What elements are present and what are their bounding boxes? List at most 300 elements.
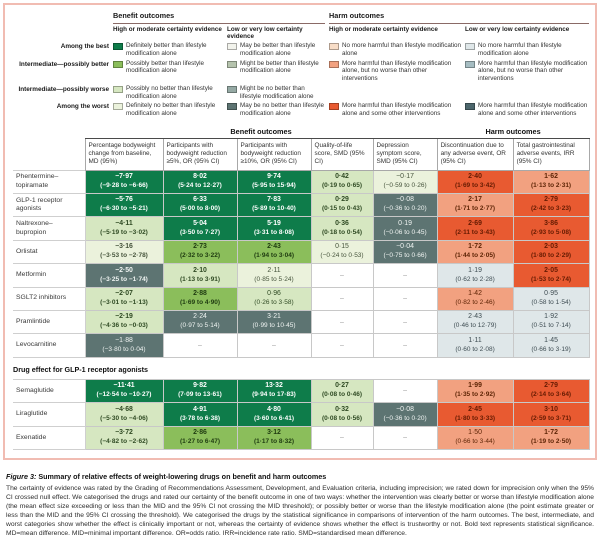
value-cell xyxy=(437,334,513,357)
cell-ci: (9·94 to 17·83) xyxy=(252,391,296,399)
cell-ci: (2·59 to 3·71) xyxy=(531,414,572,422)
legend-swatch xyxy=(329,61,339,68)
legend xyxy=(13,11,587,118)
value-cell xyxy=(437,310,513,333)
cell-value: 2·43 xyxy=(468,313,482,321)
drug-name: Liraglutide xyxy=(13,403,85,426)
cell-value: 13·32 xyxy=(265,382,283,390)
value-cell xyxy=(437,426,513,449)
legend-item xyxy=(465,42,589,57)
legend-item xyxy=(329,60,461,83)
legend-row-label: Among the worst xyxy=(56,103,109,111)
value-cell xyxy=(373,310,437,333)
table-row xyxy=(13,264,589,287)
cell-value: 0·42 xyxy=(335,173,349,180)
cell-ci: (1·53 to 2·74) xyxy=(531,275,572,283)
value-cell xyxy=(311,287,373,310)
value-cell xyxy=(237,264,311,287)
cell-ci: (3·78 to 6·38) xyxy=(179,414,221,422)
cell-value: −0·08 xyxy=(396,405,414,413)
cell-ci: (3·60 to 6·41) xyxy=(253,414,295,422)
cell-ci: (0·97 to 5·14) xyxy=(180,322,220,330)
legend-item-cell xyxy=(329,102,461,117)
empty-dash: – xyxy=(340,434,344,442)
value-cell xyxy=(373,287,437,310)
cell-ci: (1·13 to 3·91) xyxy=(179,275,221,283)
value-cell xyxy=(163,403,237,426)
glp-section-header: Drug effect for GLP-1 receptor agonists xyxy=(13,357,589,379)
value-cell xyxy=(237,379,311,402)
legend-title-row xyxy=(13,11,587,24)
value-cell xyxy=(311,310,373,333)
cell-ci: (−3·01 to −1·13) xyxy=(100,299,148,306)
figure-frame xyxy=(3,3,597,460)
legend-swatch xyxy=(465,61,475,68)
legend-item xyxy=(465,102,589,117)
value-cell xyxy=(373,264,437,287)
cell-ci: (0·85 to 5·24) xyxy=(254,275,294,283)
value-cell xyxy=(85,217,163,240)
cell-value: 2·10 xyxy=(193,266,207,274)
cell-ci: (2·42 to 3·23) xyxy=(531,205,572,213)
cell-ci: (−3·53 to −2·78) xyxy=(100,252,148,260)
cell-ci: (5·95 to 15·94) xyxy=(252,181,296,189)
cell-value: 4·80 xyxy=(267,405,281,413)
cell-value: 1·11 xyxy=(468,336,482,344)
value-cell xyxy=(513,310,589,333)
cell-ci: (−9·28 to −6·66) xyxy=(100,181,148,189)
cell-value: −3·72 xyxy=(115,429,133,437)
cell-value: 0·36 xyxy=(335,219,349,227)
legend-swatch xyxy=(113,43,123,50)
legend-subtitle-harm-high: High or moderate certainty evidence xyxy=(329,26,438,33)
column-header: Percentage bodyweight change from baseline, MD (95%) xyxy=(85,138,163,170)
value-cell xyxy=(311,334,373,357)
legend-item xyxy=(329,102,461,117)
caption-title: Summary of relative effects of weight-lowering drugs on benefit and harm outcomes xyxy=(36,471,327,481)
cell-value: −3·16 xyxy=(115,243,133,251)
value-cell xyxy=(437,217,513,240)
table-row xyxy=(13,403,589,426)
value-cell xyxy=(85,310,163,333)
cell-value: 1·45 xyxy=(544,336,558,344)
legend-subtitle-harm-low: Low or very low certainty evidence xyxy=(465,26,570,33)
legend-subtitle-row xyxy=(13,26,587,40)
value-cell xyxy=(237,193,311,216)
column-header: Depression symptom score, SMD (95% CI) xyxy=(373,138,437,170)
empty-dash: – xyxy=(272,342,276,349)
cell-ci: (0·66 to 3·19) xyxy=(531,345,571,353)
cell-ci: (5·00 to 8·00) xyxy=(179,205,221,213)
cell-ci: (−4·36 to −0·03) xyxy=(100,322,148,330)
drug-name: Naltrexone–bupropion xyxy=(13,217,85,240)
cell-ci: (1·44 to 2·05) xyxy=(455,252,496,260)
value-cell xyxy=(163,240,237,263)
legend-item-label: More harmful than lifestyle modification alone, but no worse than other interventions xyxy=(478,59,588,83)
cell-value: 1·62 xyxy=(544,173,558,180)
value-cell xyxy=(373,334,437,357)
empty-dash: – xyxy=(403,318,407,326)
legend-row-label: Intermediate—possibly better xyxy=(19,60,109,68)
cell-ci: (−0·36 to 0·20) xyxy=(383,414,427,422)
cell-ci: (−0·06 to 0·45) xyxy=(383,228,427,236)
cell-value: 3·10 xyxy=(544,405,558,413)
cell-value: 2·24 xyxy=(193,313,207,321)
column-header: Participants with bodyweight reduction ≥10%, OR (95% CI) xyxy=(237,138,311,170)
cell-value: 8·02 xyxy=(193,173,207,180)
drug-name: Phentermine–topiramate xyxy=(13,170,85,193)
value-cell xyxy=(311,379,373,402)
legend-item-label: No more harmful than lifestyle modification alone xyxy=(478,42,562,58)
drug-name: Exenatide xyxy=(13,426,85,449)
cell-ci: (0·46 to 12·79) xyxy=(453,322,497,330)
cell-value: 3·86 xyxy=(544,219,558,227)
legend-item-label: Might be no better than lifestyle modification alone xyxy=(240,84,314,100)
corner-spacer xyxy=(13,126,85,139)
cell-value: −0·08 xyxy=(396,196,414,204)
cell-ci: (0·51 to 7·14) xyxy=(531,322,571,330)
cell-ci: (7·09 to 13·61) xyxy=(178,391,222,399)
cell-value: −0·17 xyxy=(396,173,414,180)
value-cell xyxy=(85,170,163,193)
value-cell xyxy=(237,426,311,449)
drug-name: Pramlintide xyxy=(13,310,85,333)
cell-ci: (0·18 to 0·54) xyxy=(321,228,363,236)
value-cell xyxy=(311,170,373,193)
cell-value: −7·97 xyxy=(115,173,133,180)
value-cell xyxy=(373,426,437,449)
cell-value: 2·43 xyxy=(267,243,281,251)
empty-dash: – xyxy=(403,434,407,442)
cell-value: −2·50 xyxy=(115,266,133,274)
value-cell xyxy=(513,193,589,216)
cell-value: 0·95 xyxy=(544,290,558,298)
value-cell xyxy=(237,217,311,240)
value-cell xyxy=(237,334,311,357)
cell-ci: (1·71 to 2·77) xyxy=(455,205,496,213)
value-cell xyxy=(85,240,163,263)
empty-dash: – xyxy=(340,295,344,303)
empty-dash: – xyxy=(340,342,344,349)
value-cell xyxy=(437,403,513,426)
cell-ci: (0·15 to 0·43) xyxy=(321,205,363,213)
value-cell xyxy=(513,287,589,310)
empty-dash: – xyxy=(340,318,344,326)
value-cell xyxy=(85,287,163,310)
value-cell xyxy=(163,193,237,216)
cell-value: 1·50 xyxy=(468,429,482,437)
cell-value: 2·88 xyxy=(193,290,207,298)
value-cell xyxy=(513,240,589,263)
cell-value: 1·92 xyxy=(544,313,558,321)
cell-value: 0·29 xyxy=(335,196,349,204)
value-cell xyxy=(237,310,311,333)
legend-item-label: May be no better than lifestyle modification alone xyxy=(240,102,325,117)
cell-value: 2·69 xyxy=(468,219,482,227)
legend-item xyxy=(329,42,461,57)
cell-value: 3·21 xyxy=(267,313,281,321)
table-group-row xyxy=(13,126,589,139)
cell-value: 2·11 xyxy=(267,266,281,274)
legend-item-label: Definitely better than lifestyle modification alone xyxy=(126,42,207,58)
cell-ci: (1·69 to 3·42) xyxy=(455,181,496,189)
empty-dash: – xyxy=(340,271,344,279)
benefit-outcomes-title: Benefit outcomes xyxy=(113,11,325,24)
cell-ci: (1·94 to 3·04) xyxy=(253,252,295,260)
legend-item-cell xyxy=(329,42,461,57)
empty-dash: – xyxy=(403,295,407,303)
legend-swatch xyxy=(227,61,237,68)
legend-item xyxy=(465,60,589,83)
cell-ci: (3·50 to 7·27) xyxy=(179,228,221,236)
table-colhead-row xyxy=(13,138,589,170)
legend-row xyxy=(13,42,587,57)
value-cell xyxy=(163,217,237,240)
cell-value: 2·40 xyxy=(468,173,482,180)
cell-ci: (0·66 to 3·44) xyxy=(455,438,495,446)
value-cell xyxy=(513,426,589,449)
value-cell xyxy=(163,426,237,449)
value-cell xyxy=(311,264,373,287)
legend-item xyxy=(113,85,223,100)
legend-item-label: Might be better than lifestyle modification alone xyxy=(240,59,319,75)
value-cell xyxy=(513,403,589,426)
legend-swatch xyxy=(113,103,123,110)
cell-ci: (5·89 to 10·40) xyxy=(252,205,296,213)
value-cell xyxy=(311,403,373,426)
cell-value: −2·07 xyxy=(115,290,133,298)
legend-item-label: Possibly better than lifestyle modification alone xyxy=(126,59,205,75)
cell-value: 4·91 xyxy=(193,405,207,413)
legend-item-cell xyxy=(465,60,589,83)
cell-ci: (−4·82 to −2·62) xyxy=(100,438,148,446)
value-cell xyxy=(237,240,311,263)
cell-value: 6·33 xyxy=(193,196,207,204)
cell-value: 1·19 xyxy=(468,266,482,274)
cell-value: 3·12 xyxy=(267,429,281,437)
value-cell xyxy=(513,170,589,193)
legend-item-label: More harmful than lifestyle modification alone and some other interventions xyxy=(478,102,588,117)
cell-value: 1·72 xyxy=(544,429,558,437)
value-cell xyxy=(437,287,513,310)
legend-item-cell xyxy=(465,42,589,57)
legend-item-cell xyxy=(227,102,325,117)
value-cell xyxy=(85,403,163,426)
legend-row xyxy=(13,60,587,83)
legend-subtitle-benefit-high: High or moderate certainty evidence xyxy=(113,26,222,33)
cell-ci: (2·14 to 3·64) xyxy=(531,391,572,399)
cell-value: 5·04 xyxy=(193,219,207,227)
value-cell xyxy=(373,240,437,263)
cell-ci: (2·32 to 3·22) xyxy=(179,252,221,260)
caption-body: The certainty of evidence was rated by the Grading of Recommendations Assessment, Development, and Evaluation criteria, including imprecision; we rated down for imprecision only when the 95% CI crossed null effect. We categorised the drugs and rated our certainty of the benefit outcome in one of two ways: whether the intervention was clearly better or worse than lifestyle modification alone (the mean effect size exceeding or less than the MID and the 95% CI not crossing the MID threshold); or possibly better or worse than the lifestyle modification alone (the point estimate greater or less than the MID and the 95% CI crossing the threshold). We categorised the drugs by the statistical significance in comparisons of intervention of the harm outcomes. The best, intermediate, and worst categories show whether the effect is clinically important or not, whereas the certainty of evidence shows whether the effect is trustworthy or not. Bold text represents statistical significance. MD=mean difference. MID=minimal important difference. OR=odds ratio. IRR=incidence rate ratio. SMD=standardised mean difference. xyxy=(6,485,594,537)
cell-ci: (0·19 to 0·65) xyxy=(321,181,363,189)
cell-value: −4·11 xyxy=(115,219,133,227)
value-cell xyxy=(85,379,163,402)
benefit-group-header: Benefit outcomes xyxy=(85,126,437,139)
drug-name: Metformin xyxy=(13,264,85,287)
legend-item xyxy=(227,42,325,57)
legend-item-cell xyxy=(113,102,223,117)
value-cell xyxy=(163,287,237,310)
legend-row-label: Intermediate—possibly worse xyxy=(18,85,109,93)
legend-row xyxy=(13,102,587,117)
cell-value: 2·79 xyxy=(544,196,558,204)
legend-swatch xyxy=(465,103,475,110)
value-cell xyxy=(513,217,589,240)
legend-item-label: May be better than lifestyle modification alone xyxy=(240,42,316,58)
legend-swatch xyxy=(227,43,237,50)
cell-value: 2·86 xyxy=(193,429,207,437)
cell-ci: (−3·25 to −1·74) xyxy=(100,275,148,283)
column-header: Quality-of-life score, SMD (95% CI) xyxy=(311,138,373,170)
legend-swatch xyxy=(113,61,123,68)
table-row xyxy=(13,193,589,216)
column-header: Total gastrointestinal adverse events, IRR (95% CI) xyxy=(513,138,589,170)
value-cell xyxy=(373,170,437,193)
empty-dash: – xyxy=(403,271,407,279)
corner-spacer xyxy=(13,138,85,170)
legend-swatch xyxy=(329,103,339,110)
legend-swatch xyxy=(113,86,123,93)
cell-ci: (0·26 to 3·58) xyxy=(254,299,294,306)
legend-item-cell xyxy=(329,60,461,83)
value-cell xyxy=(237,403,311,426)
cell-value: −0·04 xyxy=(396,243,414,251)
figure-caption xyxy=(0,460,600,538)
drug-name: Levocarnitine xyxy=(13,334,85,357)
section-header-row xyxy=(13,357,589,379)
harm-group-header: Harm outcomes xyxy=(437,126,589,139)
cell-ci: (−3·80 to 0·04) xyxy=(102,345,146,353)
cell-value: −2·19 xyxy=(115,313,133,321)
legend-swatch xyxy=(227,86,237,93)
cell-value: −1·88 xyxy=(115,336,133,344)
cell-ci: (1·80 to 3·33) xyxy=(455,414,496,422)
legend-item-label: Definitely no better than lifestyle modification alone xyxy=(126,102,216,117)
legend-item-cell xyxy=(227,42,325,57)
value-cell xyxy=(373,193,437,216)
legend-item-label: Possibly no better than lifestyle modification alone xyxy=(126,84,213,100)
cell-ci: (1·13 to 2·31) xyxy=(531,181,572,189)
value-cell xyxy=(237,287,311,310)
table-row xyxy=(13,240,589,263)
cell-ci: (5·24 to 12·27) xyxy=(178,181,222,189)
cell-ci: (1·19 to 2·50) xyxy=(531,438,572,446)
figure-label: Figure 3: xyxy=(6,471,37,481)
legend-item xyxy=(113,102,223,117)
value-cell xyxy=(437,264,513,287)
value-cell xyxy=(513,334,589,357)
value-cell xyxy=(85,334,163,357)
table-row xyxy=(13,310,589,333)
cell-ci: (−0·36 to 0·20) xyxy=(383,205,427,213)
value-cell xyxy=(513,379,589,402)
table-row xyxy=(13,426,589,449)
cell-ci: (−5·19 to −3·02) xyxy=(100,228,148,236)
cell-value: −4·68 xyxy=(115,405,133,413)
cell-ci: (2·11 to 3·43) xyxy=(455,228,495,236)
empty-dash: – xyxy=(403,387,407,395)
value-cell xyxy=(311,193,373,216)
cell-value: 9·82 xyxy=(193,382,207,390)
cell-ci: (1·17 to 8·32) xyxy=(253,438,295,446)
value-cell xyxy=(163,170,237,193)
cell-ci: (1·35 to 2·92) xyxy=(455,391,496,399)
cell-ci: (0·08 to 0·46) xyxy=(321,391,363,399)
legend-row xyxy=(13,85,587,100)
cell-value: 2·17 xyxy=(468,196,482,204)
legend-item-label: No more harmful than lifestyle modification alone xyxy=(342,42,461,58)
cell-value: 0·96 xyxy=(267,290,281,298)
value-cell xyxy=(85,193,163,216)
column-header: Discontinuation due to any adverse event, OR (95% CI) xyxy=(437,138,513,170)
cell-ci: (0·60 to 2·08) xyxy=(455,345,495,353)
value-cell xyxy=(373,217,437,240)
value-cell xyxy=(437,193,513,216)
legend-item xyxy=(227,102,325,117)
empty-dash: – xyxy=(198,342,202,349)
drug-name: GLP-1 receptor agonists xyxy=(13,193,85,216)
outcomes-table xyxy=(13,126,590,450)
legend-swatch xyxy=(329,43,339,50)
value-cell xyxy=(437,379,513,402)
cell-ci: (0·58 to 1·54) xyxy=(531,299,571,306)
cell-value: 0·27 xyxy=(335,382,349,390)
table-row xyxy=(13,334,589,357)
cell-ci: (1·69 to 4·90) xyxy=(179,299,221,306)
cell-ci: (2·93 to 5·08) xyxy=(531,228,572,236)
value-cell xyxy=(437,240,513,263)
value-cell xyxy=(437,170,513,193)
cell-ci: (1·27 to 6·47) xyxy=(179,438,221,446)
cell-ci: (−0·59 to 0·26) xyxy=(383,181,427,189)
value-cell xyxy=(163,334,237,357)
table-row xyxy=(13,170,589,193)
legend-swatch xyxy=(227,103,237,110)
value-cell xyxy=(311,240,373,263)
legend-item-cell xyxy=(465,102,589,117)
legend-swatch xyxy=(465,43,475,50)
drug-name: Orlistat xyxy=(13,240,85,263)
cell-ci: (0·62 to 2·28) xyxy=(455,275,495,283)
legend-item-cell xyxy=(113,42,223,57)
cell-value: 1·99 xyxy=(468,382,482,390)
cell-value: 2·45 xyxy=(468,405,482,413)
legend-item-cell xyxy=(227,60,325,75)
legend-item-label: More harmful than lifestyle modification alone and some other interventions xyxy=(342,102,452,117)
table-row xyxy=(13,217,589,240)
cell-ci: (1·80 to 2·29) xyxy=(531,252,572,260)
legend-item-cell xyxy=(227,85,325,100)
cell-value: 2·03 xyxy=(544,243,558,251)
cell-value: 0·15 xyxy=(335,243,349,251)
legend-item xyxy=(227,85,325,100)
legend-row-label: Among the best xyxy=(60,43,109,51)
harm-outcomes-title: Harm outcomes xyxy=(329,11,589,24)
legend-item xyxy=(113,60,223,75)
value-cell xyxy=(85,426,163,449)
cell-value: −5·76 xyxy=(115,196,133,204)
value-cell xyxy=(163,310,237,333)
value-cell xyxy=(373,379,437,402)
cell-ci: (0·99 to 10·45) xyxy=(252,322,296,330)
cell-ci: (−6·30 to −5·21) xyxy=(100,205,148,213)
cell-value: 2·79 xyxy=(544,382,558,390)
value-cell xyxy=(85,264,163,287)
cell-value: 5·19 xyxy=(267,219,281,227)
table-row xyxy=(13,287,589,310)
